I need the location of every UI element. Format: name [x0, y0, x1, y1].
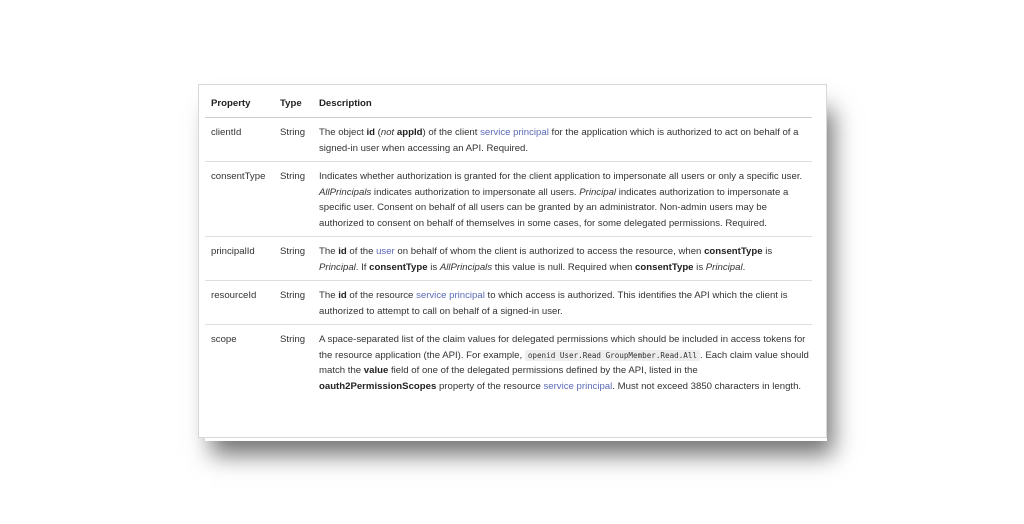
table-row-scope: [205, 325, 812, 400]
table-row-resourceid: [205, 281, 812, 325]
header-property: Property: [205, 90, 280, 118]
user-link[interactable]: user: [376, 246, 395, 257]
property-description: A space-separated list of the claim values for delegated permissions which should be included in access tokens for the resource application (the API). For example, openid User.Read GroupMember.Read.All . Each claim value should match the value field of one of the delegated permissions defined by the API, listed in the oauth2PermissionScopes property of the resource service principal. Must not exceed 3850 characters in length.: [319, 334, 809, 392]
table-row-clientid: [205, 118, 812, 162]
table-row-principalid: [205, 237, 812, 281]
header-description: Description: [319, 90, 812, 118]
property-name: clientId: [205, 118, 280, 162]
table-row-consenttype: [205, 162, 812, 237]
property-type: String: [280, 237, 319, 281]
service-principal-link[interactable]: service principal: [480, 127, 549, 138]
property-type: String: [280, 334, 306, 345]
header-type: Type: [280, 90, 319, 118]
property-type: String: [280, 281, 319, 325]
property-type: String: [280, 118, 319, 162]
property-description: The id of the user on behalf of whom the client is authorized to access the resource, when consentType is Principal. If consentType is AllPrincipals this value is null. Required when consentType is Principal.: [319, 237, 812, 281]
property-name: consentType: [205, 162, 280, 237]
service-principal-link[interactable]: service principal: [543, 380, 613, 392]
property-description: The id of the resource service principal to which access is authorized. This identifies the API which the client is authorized to attempt to call on behalf of a signed-in user.: [319, 281, 812, 325]
table-header-row: [205, 90, 812, 118]
property-name: scope: [211, 334, 237, 345]
service-principal-link[interactable]: service principal: [416, 290, 485, 301]
property-name: principalId: [205, 237, 280, 281]
property-type: String: [280, 162, 319, 237]
properties-table-card: [198, 84, 827, 438]
properties-table: [205, 90, 812, 399]
scope-example-code: openid User.Read GroupMember.Read.All: [525, 350, 700, 361]
property-description: The object id (not appId) of the client service principal for the application which is authorized to act on behalf of a signed-in user when accessing an API. Required.: [319, 118, 812, 162]
property-name: resourceId: [205, 281, 280, 325]
property-description: Indicates whether authorization is granted for the client application to impersonate all users or only a specific user. AllPrincipals indicates authorization to impersonate all users. Principal indicates authorization to impersonate a specific user. Consent on behalf of all users can be granted by an administrator. Non-admin users may be authorized to consent on behalf of themselves in some cases, for some delegated permissions. Required.: [319, 162, 812, 237]
